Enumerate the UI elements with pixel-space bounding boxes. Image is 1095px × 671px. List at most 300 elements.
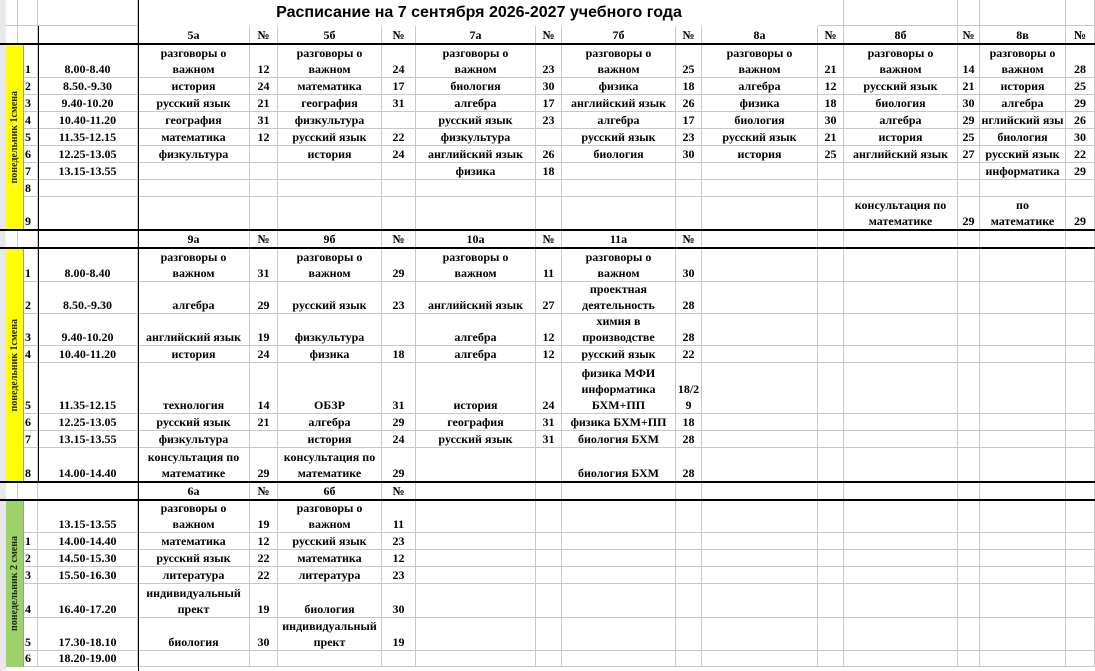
grid-cell[interactable]	[980, 0, 1066, 26]
grid-cell[interactable]	[38, 230, 138, 248]
lesson-time[interactable]: 8.50.-9.30	[38, 78, 138, 95]
subject-cell[interactable]: биология	[138, 618, 250, 651]
grid-cell[interactable]	[844, 533, 958, 550]
grid-cell[interactable]	[818, 230, 844, 248]
subject-cell[interactable]: русский язык	[278, 282, 382, 314]
room-cell[interactable]: 29	[958, 197, 980, 230]
room-cell[interactable]	[250, 163, 278, 180]
grid-cell[interactable]	[702, 414, 818, 431]
room-header[interactable]: №	[676, 230, 702, 248]
grid-cell[interactable]	[958, 414, 980, 431]
grid-cell[interactable]	[676, 482, 702, 500]
subject-cell[interactable]: алгебра	[416, 95, 536, 112]
lesson-number[interactable]: 9	[18, 197, 38, 230]
grid-cell[interactable]	[676, 618, 702, 651]
subject-cell[interactable]: алгебра	[278, 414, 382, 431]
subject-cell[interactable]	[278, 500, 382, 533]
subject-cell[interactable]	[138, 44, 250, 78]
grid-cell[interactable]	[818, 448, 844, 482]
room-cell[interactable]	[676, 180, 702, 197]
room-cell[interactable]	[250, 197, 278, 230]
room-cell[interactable]	[382, 163, 416, 180]
subject-cell[interactable]: английский язык	[416, 282, 536, 314]
grid-cell[interactable]	[844, 618, 958, 651]
subject-cell[interactable]: английский язык	[844, 146, 958, 163]
room-cell[interactable]: 23	[382, 533, 416, 550]
subject-cell[interactable]	[702, 197, 818, 230]
room-cell[interactable]: 12	[536, 346, 562, 363]
subject-cell[interactable]: физкультура	[138, 431, 250, 448]
room-header[interactable]: №	[1066, 26, 1095, 44]
room-cell[interactable]: 22	[1066, 146, 1095, 163]
subject-cell[interactable]	[562, 363, 676, 414]
subject-cell[interactable]: ОБЗР	[278, 363, 382, 414]
subject-cell[interactable]: физика	[278, 346, 382, 363]
subject-cell[interactable]: технология	[138, 363, 250, 414]
room-cell[interactable]: 12	[250, 129, 278, 146]
subject-cell[interactable]: математика	[278, 550, 382, 567]
lesson-number[interactable]: 6	[18, 414, 38, 431]
subject-cell[interactable]: история	[980, 78, 1066, 95]
grid-cell[interactable]	[818, 618, 844, 651]
subject-cell[interactable]	[702, 180, 818, 197]
grid-cell[interactable]	[818, 0, 844, 26]
grid-cell[interactable]	[416, 482, 536, 500]
subject-cell[interactable]	[416, 448, 536, 482]
grid-cell[interactable]	[1066, 448, 1095, 482]
grid-cell[interactable]	[958, 618, 980, 651]
lesson-time[interactable]: 9.40-10.20	[38, 314, 138, 346]
lesson-time[interactable]: 8.00-8.40	[38, 44, 138, 78]
room-header[interactable]: №	[818, 26, 844, 44]
room-cell[interactable]	[250, 180, 278, 197]
room-cell[interactable]: 30	[676, 248, 702, 282]
grid-cell[interactable]	[958, 314, 980, 346]
subject-cell[interactable]: математика	[138, 533, 250, 550]
subject-cell[interactable]: биология БХМ	[562, 448, 676, 482]
grid-cell[interactable]	[702, 500, 818, 533]
grid-cell[interactable]	[416, 550, 536, 567]
lesson-number[interactable]: 2	[18, 78, 38, 95]
subject-cell[interactable]	[980, 44, 1066, 78]
grid-cell[interactable]	[702, 363, 818, 414]
subject-cell[interactable]: история	[138, 78, 250, 95]
room-cell[interactable]: 30	[536, 78, 562, 95]
room-cell[interactable]: 23	[536, 112, 562, 129]
subject-cell[interactable]: математика	[278, 78, 382, 95]
subject-cell[interactable]	[278, 448, 382, 482]
grid-cell[interactable]	[980, 230, 1066, 248]
lesson-time[interactable]: 8.50.-9.30	[38, 282, 138, 314]
room-cell[interactable]: 29	[1066, 95, 1095, 112]
grid-cell[interactable]	[676, 584, 702, 618]
room-cell[interactable]: 31	[250, 248, 278, 282]
class-header-0[interactable]: 6а	[138, 482, 250, 500]
grid-cell[interactable]	[980, 431, 1066, 448]
subject-cell[interactable]: русский язык	[138, 95, 250, 112]
subject-cell[interactable]: физкультура	[416, 129, 536, 146]
room-cell[interactable]: 24	[250, 78, 278, 95]
grid-cell[interactable]	[676, 550, 702, 567]
grid-cell[interactable]	[844, 314, 958, 346]
grid-cell[interactable]	[818, 533, 844, 550]
grid-cell[interactable]	[702, 584, 818, 618]
room-cell[interactable]	[1066, 180, 1095, 197]
subject-cell[interactable]	[416, 44, 536, 78]
room-cell[interactable]: 19	[382, 618, 416, 651]
subject-cell[interactable]: история	[416, 363, 536, 414]
grid-cell[interactable]	[958, 567, 980, 584]
room-cell[interactable]: 29	[1066, 163, 1095, 180]
grid-cell[interactable]	[702, 550, 818, 567]
subject-cell[interactable]: биология	[980, 129, 1066, 146]
grid-cell[interactable]	[818, 314, 844, 346]
grid-cell[interactable]	[1066, 363, 1095, 414]
room-cell[interactable]: 21	[818, 44, 844, 78]
grid-cell[interactable]	[702, 482, 818, 500]
room-cell[interactable]: 28	[1066, 44, 1095, 78]
grid-cell[interactable]	[1066, 618, 1095, 651]
grid-cell[interactable]	[536, 533, 562, 550]
room-cell[interactable]	[250, 146, 278, 163]
lesson-number[interactable]: 6	[18, 651, 38, 667]
room-header[interactable]: №	[382, 26, 416, 44]
grid-cell[interactable]	[980, 533, 1066, 550]
grid-cell[interactable]	[980, 500, 1066, 533]
room-cell[interactable]: 22	[250, 567, 278, 584]
grid-cell[interactable]	[562, 500, 676, 533]
room-cell[interactable]: 25	[1066, 78, 1095, 95]
subject-cell[interactable]	[562, 282, 676, 314]
lesson-time[interactable]: 9.40-10.20	[38, 95, 138, 112]
subject-cell[interactable]	[278, 651, 382, 667]
room-header[interactable]: №	[382, 482, 416, 500]
subject-cell[interactable]: русский язык	[562, 346, 676, 363]
room-cell[interactable]: 28	[676, 282, 702, 314]
room-cell[interactable]	[382, 197, 416, 230]
room-cell[interactable]: 30	[958, 95, 980, 112]
subject-cell[interactable]	[416, 180, 536, 197]
grid-cell[interactable]	[818, 414, 844, 431]
room-cell[interactable]: 18	[676, 78, 702, 95]
grid-cell[interactable]	[958, 346, 980, 363]
grid-cell[interactable]	[818, 346, 844, 363]
grid-cell[interactable]	[958, 651, 980, 667]
grid-cell[interactable]	[1066, 346, 1095, 363]
subject-cell[interactable]: алгебра	[416, 346, 536, 363]
class-header-2[interactable]: 10а	[416, 230, 536, 248]
room-cell[interactable]: 12	[536, 314, 562, 346]
room-cell[interactable]: 21	[250, 95, 278, 112]
grid-cell[interactable]	[958, 448, 980, 482]
room-cell[interactable]: 17	[676, 112, 702, 129]
grid-cell[interactable]	[844, 567, 958, 584]
subject-cell[interactable]: английский язык	[562, 95, 676, 112]
subject-cell[interactable]	[138, 448, 250, 482]
room-cell[interactable]: 30	[676, 146, 702, 163]
subject-cell[interactable]: география	[416, 414, 536, 431]
lesson-number[interactable]: 8	[18, 180, 38, 197]
room-cell[interactable]: 30	[250, 618, 278, 651]
subject-cell[interactable]	[844, 163, 958, 180]
room-cell[interactable]: 24	[536, 363, 562, 414]
grid-cell[interactable]	[980, 482, 1066, 500]
room-cell[interactable]	[818, 180, 844, 197]
grid-cell[interactable]	[702, 314, 818, 346]
subject-cell[interactable]	[278, 618, 382, 651]
grid-cell[interactable]	[980, 567, 1066, 584]
lesson-number[interactable]: 4	[18, 584, 38, 618]
subject-cell[interactable]: география	[138, 112, 250, 129]
lesson-number[interactable]: 6	[18, 146, 38, 163]
subject-cell[interactable]	[562, 248, 676, 282]
grid-cell[interactable]	[676, 533, 702, 550]
lesson-time[interactable]: 13.15-13.55	[38, 500, 138, 533]
grid-cell[interactable]	[702, 282, 818, 314]
room-cell[interactable]	[536, 197, 562, 230]
subject-cell[interactable]	[980, 180, 1066, 197]
room-cell[interactable]: 31	[382, 363, 416, 414]
lesson-number[interactable]: 3	[18, 567, 38, 584]
grid-cell[interactable]	[18, 230, 38, 248]
grid-cell[interactable]	[416, 618, 536, 651]
subject-cell[interactable]	[844, 197, 958, 230]
room-cell[interactable]: 29	[250, 448, 278, 482]
subject-cell[interactable]: русский язык	[416, 112, 536, 129]
grid-cell[interactable]	[980, 248, 1066, 282]
subject-cell[interactable]	[138, 197, 250, 230]
lesson-time[interactable]: 14.00-14.40	[38, 448, 138, 482]
grid-cell[interactable]	[980, 448, 1066, 482]
room-cell[interactable]: 26	[1066, 112, 1095, 129]
lesson-number[interactable]: 8	[18, 448, 38, 482]
subject-cell[interactable]	[980, 197, 1066, 230]
subject-cell[interactable]: биология	[416, 78, 536, 95]
subject-cell[interactable]	[416, 248, 536, 282]
room-cell[interactable]: 23	[676, 129, 702, 146]
room-cell[interactable]: 23	[536, 44, 562, 78]
room-cell[interactable]: 19	[250, 584, 278, 618]
lesson-time[interactable]: 10.40-11.20	[38, 346, 138, 363]
grid-cell[interactable]	[416, 651, 536, 667]
grid-cell[interactable]	[702, 651, 818, 667]
subject-cell[interactable]	[562, 163, 676, 180]
room-cell[interactable]: 21	[958, 78, 980, 95]
lesson-number[interactable]: 5	[18, 363, 38, 414]
grid-cell[interactable]	[980, 550, 1066, 567]
grid-cell[interactable]	[562, 482, 676, 500]
grid-cell[interactable]	[844, 230, 958, 248]
subject-cell[interactable]: биология	[702, 112, 818, 129]
subject-cell[interactable]: русский язык	[980, 146, 1066, 163]
grid-cell[interactable]	[562, 533, 676, 550]
subject-cell[interactable]	[702, 44, 818, 78]
lesson-number[interactable]: 5	[18, 129, 38, 146]
room-cell[interactable]: 31	[536, 431, 562, 448]
lesson-time[interactable]: 14.50-15.30	[38, 550, 138, 567]
grid-cell[interactable]	[958, 431, 980, 448]
room-cell[interactable]: 31	[536, 414, 562, 431]
grid-cell[interactable]	[958, 0, 980, 26]
room-cell[interactable]: 23	[382, 282, 416, 314]
room-cell[interactable]: 24	[382, 431, 416, 448]
lesson-number[interactable]: 5	[18, 618, 38, 651]
subject-cell[interactable]	[562, 197, 676, 230]
grid-cell[interactable]	[18, 26, 38, 44]
grid-cell[interactable]	[958, 363, 980, 414]
class-header-4[interactable]: 8а	[702, 26, 818, 44]
lesson-time[interactable]: 10.40-11.20	[38, 112, 138, 129]
grid-cell[interactable]	[702, 448, 818, 482]
room-cell[interactable]: 23	[382, 567, 416, 584]
class-header-0[interactable]: 9а	[138, 230, 250, 248]
room-cell[interactable]: 11	[536, 248, 562, 282]
grid-cell[interactable]	[536, 482, 562, 500]
grid-cell[interactable]	[702, 618, 818, 651]
subject-cell[interactable]: математика	[138, 129, 250, 146]
grid-cell[interactable]	[958, 230, 980, 248]
subject-cell[interactable]: русский язык	[278, 533, 382, 550]
grid-cell[interactable]	[958, 584, 980, 618]
lesson-number[interactable]: 7	[18, 431, 38, 448]
grid-cell[interactable]	[958, 550, 980, 567]
subject-cell[interactable]: физика БХМ+ПП	[562, 414, 676, 431]
lesson-time[interactable]: 14.00-14.40	[38, 533, 138, 550]
room-cell[interactable]: 19	[250, 500, 278, 533]
subject-cell[interactable]: нглийский язы	[980, 112, 1066, 129]
room-cell[interactable]: 25	[818, 146, 844, 163]
grid-cell[interactable]	[818, 550, 844, 567]
room-header[interactable]: №	[250, 230, 278, 248]
grid-cell[interactable]	[38, 0, 138, 26]
grid-cell[interactable]	[676, 500, 702, 533]
room-cell[interactable]: 31	[382, 95, 416, 112]
room-cell[interactable]: 28	[676, 431, 702, 448]
room-cell[interactable]: 25	[676, 44, 702, 78]
room-cell[interactable]: 21	[250, 414, 278, 431]
room-cell[interactable]: 25	[958, 129, 980, 146]
room-header[interactable]: №	[382, 230, 416, 248]
room-header[interactable]: №	[250, 482, 278, 500]
subject-cell[interactable]	[702, 163, 818, 180]
grid-cell[interactable]	[536, 567, 562, 584]
subject-cell[interactable]: история	[702, 146, 818, 163]
subject-cell[interactable]	[562, 314, 676, 346]
grid-cell[interactable]	[844, 482, 958, 500]
room-cell[interactable]: 27	[958, 146, 980, 163]
subject-cell[interactable]: русский язык	[416, 431, 536, 448]
grid-cell[interactable]	[1066, 584, 1095, 618]
room-cell[interactable]	[536, 448, 562, 482]
lesson-number[interactable]: 1	[18, 248, 38, 282]
grid-cell[interactable]	[844, 584, 958, 618]
room-cell[interactable]: 31	[250, 112, 278, 129]
grid-cell[interactable]	[844, 346, 958, 363]
subject-cell[interactable]	[844, 44, 958, 78]
subject-cell[interactable]: алгебра	[844, 112, 958, 129]
room-cell[interactable]: 12	[250, 533, 278, 550]
room-cell[interactable]: 12	[250, 44, 278, 78]
subject-cell[interactable]: английский язык	[416, 146, 536, 163]
grid-cell[interactable]	[416, 584, 536, 618]
subject-cell[interactable]	[138, 500, 250, 533]
subject-cell[interactable]	[278, 163, 382, 180]
room-cell[interactable]: 12	[818, 78, 844, 95]
subject-cell[interactable]: физкультура	[278, 314, 382, 346]
room-cell[interactable]	[536, 180, 562, 197]
grid-cell[interactable]	[844, 282, 958, 314]
subject-cell[interactable]: биология БХМ	[562, 431, 676, 448]
room-cell[interactable]: 26	[536, 146, 562, 163]
subject-cell[interactable]: русский язык	[844, 78, 958, 95]
grid-cell[interactable]	[702, 230, 818, 248]
lesson-number[interactable]: 4	[18, 346, 38, 363]
subject-cell[interactable]: алгебра	[980, 95, 1066, 112]
lesson-number[interactable]: 2	[18, 282, 38, 314]
grid-cell[interactable]	[844, 651, 958, 667]
lesson-number[interactable]: 1	[18, 44, 38, 78]
room-cell[interactable]: 28	[676, 314, 702, 346]
grid-cell[interactable]	[980, 584, 1066, 618]
room-cell[interactable]	[382, 651, 416, 667]
room-cell[interactable]: 11	[382, 500, 416, 533]
room-cell[interactable]: 30	[382, 584, 416, 618]
subject-cell[interactable]	[562, 44, 676, 78]
grid-cell[interactable]	[536, 584, 562, 618]
grid-cell[interactable]	[980, 314, 1066, 346]
room-cell[interactable]: 22	[382, 129, 416, 146]
lesson-time[interactable]: 17.30-18.10	[38, 618, 138, 651]
class-header-1[interactable]: 6б	[278, 482, 382, 500]
subject-cell[interactable]	[138, 163, 250, 180]
grid-cell[interactable]	[818, 500, 844, 533]
lesson-time[interactable]: 12.25-13.05	[38, 414, 138, 431]
room-cell[interactable]	[676, 197, 702, 230]
grid-cell[interactable]	[562, 618, 676, 651]
lesson-number[interactable]: 3	[18, 314, 38, 346]
room-cell[interactable]	[958, 180, 980, 197]
subject-cell[interactable]: география	[278, 95, 382, 112]
room-cell[interactable]	[818, 163, 844, 180]
lesson-time[interactable]: 13.15-13.55	[38, 431, 138, 448]
subject-cell[interactable]: русский язык	[138, 550, 250, 567]
subject-cell[interactable]: литература	[138, 567, 250, 584]
room-cell[interactable]: 26	[676, 95, 702, 112]
grid-cell[interactable]	[562, 567, 676, 584]
room-cell[interactable]: 30	[1066, 129, 1095, 146]
room-cell[interactable]	[818, 197, 844, 230]
lesson-time[interactable]: 16.40-17.20	[38, 584, 138, 618]
room-cell[interactable]: 29	[1066, 197, 1095, 230]
grid-cell[interactable]	[6, 26, 18, 44]
grid-cell[interactable]	[6, 230, 18, 248]
room-cell[interactable]: 27	[536, 282, 562, 314]
subject-cell[interactable]: алгебра	[138, 282, 250, 314]
grid-cell[interactable]	[562, 584, 676, 618]
grid-cell[interactable]	[818, 248, 844, 282]
grid-cell[interactable]	[818, 584, 844, 618]
lesson-time[interactable]	[38, 180, 138, 197]
subject-cell[interactable]: алгебра	[562, 112, 676, 129]
room-cell[interactable]: 18	[676, 414, 702, 431]
subject-cell[interactable]	[138, 584, 250, 618]
grid-cell[interactable]	[416, 567, 536, 584]
subject-cell[interactable]: русский язык	[702, 129, 818, 146]
grid-cell[interactable]	[844, 550, 958, 567]
subject-cell[interactable]: алгебра	[416, 314, 536, 346]
grid-cell[interactable]	[562, 550, 676, 567]
grid-cell[interactable]	[6, 0, 18, 26]
